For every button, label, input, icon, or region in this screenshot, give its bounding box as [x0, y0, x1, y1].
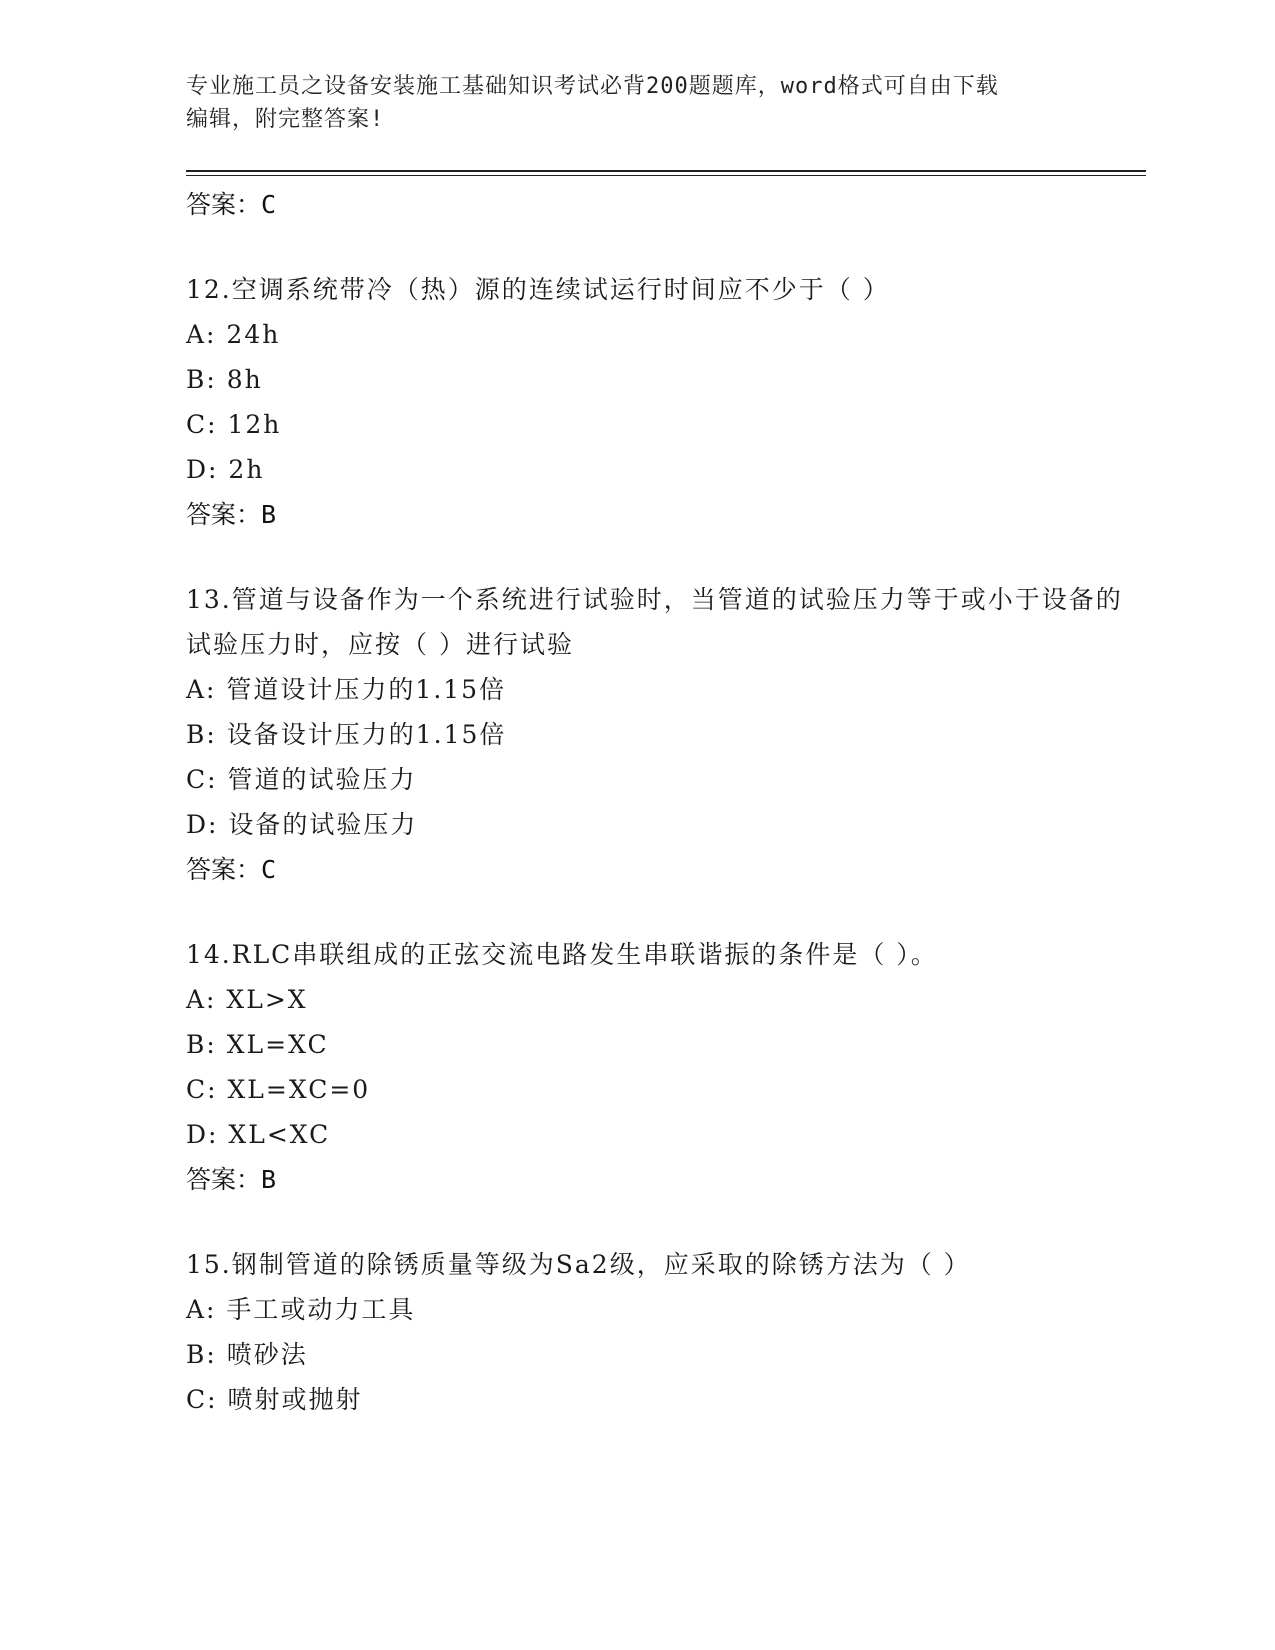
option-d: D: XL<XC — [186, 1120, 331, 1149]
question-14 — [186, 932, 1146, 1202]
question-13 — [186, 577, 1146, 892]
header-divider-thin — [186, 175, 1146, 176]
previous-question-answer: 答案：C — [186, 190, 277, 219]
document-page — [186, 70, 1146, 1422]
option-a: A: XL>X — [186, 985, 308, 1014]
document-header — [186, 70, 1146, 136]
option-b: B: 喷砂法 — [186, 1340, 308, 1369]
option-b: B: XL=XC — [186, 1030, 329, 1059]
option-b: B: 8h — [186, 365, 263, 394]
option-c: C: 管道的试验压力 — [186, 765, 417, 794]
header-divider-thick — [186, 170, 1146, 172]
option-c: C: XL=XC=0 — [186, 1075, 371, 1104]
question-answer: 答案：B — [186, 1165, 277, 1194]
option-c: C: 喷射或抛射 — [186, 1385, 363, 1414]
option-a: A: 手工或动力工具 — [186, 1295, 416, 1324]
question-text: 13.管道与设备作为一个系统进行试验时，当管道的试验压力等于或小于设备的试验压力时，应按（ ）进行试验 — [186, 585, 1123, 659]
question-12 — [186, 267, 1146, 537]
option-a: A: 管道设计压力的1.15倍 — [186, 675, 507, 704]
option-c: C: 12h — [186, 410, 282, 439]
option-d: D: 2h — [186, 455, 265, 484]
question-text: 12.空调系统带冷（热）源的连续试运行时间应不少于（ ） — [186, 275, 890, 304]
option-a: A: 24h — [186, 320, 281, 349]
question-answer: 答案：B — [186, 500, 277, 529]
option-b: B: 设备设计压力的1.15倍 — [186, 720, 507, 749]
option-d: D: 设备的试验压力 — [186, 810, 418, 839]
question-text: 14.RLC串联组成的正弦交流电路发生串联谐振的条件是（ ）。 — [186, 940, 938, 969]
question-15 — [186, 1242, 1146, 1422]
header-title-line-1: 专业施工员之设备安装施工基础知识考试必背200题题库，word格式可自由下载 — [186, 74, 999, 99]
question-answer: 答案：C — [186, 855, 277, 884]
header-title-line-2: 编辑，附完整答案! — [186, 107, 385, 132]
question-text: 15.钢制管道的除锈质量等级为Sa2级，应采取的除锈方法为（ ） — [186, 1250, 971, 1279]
